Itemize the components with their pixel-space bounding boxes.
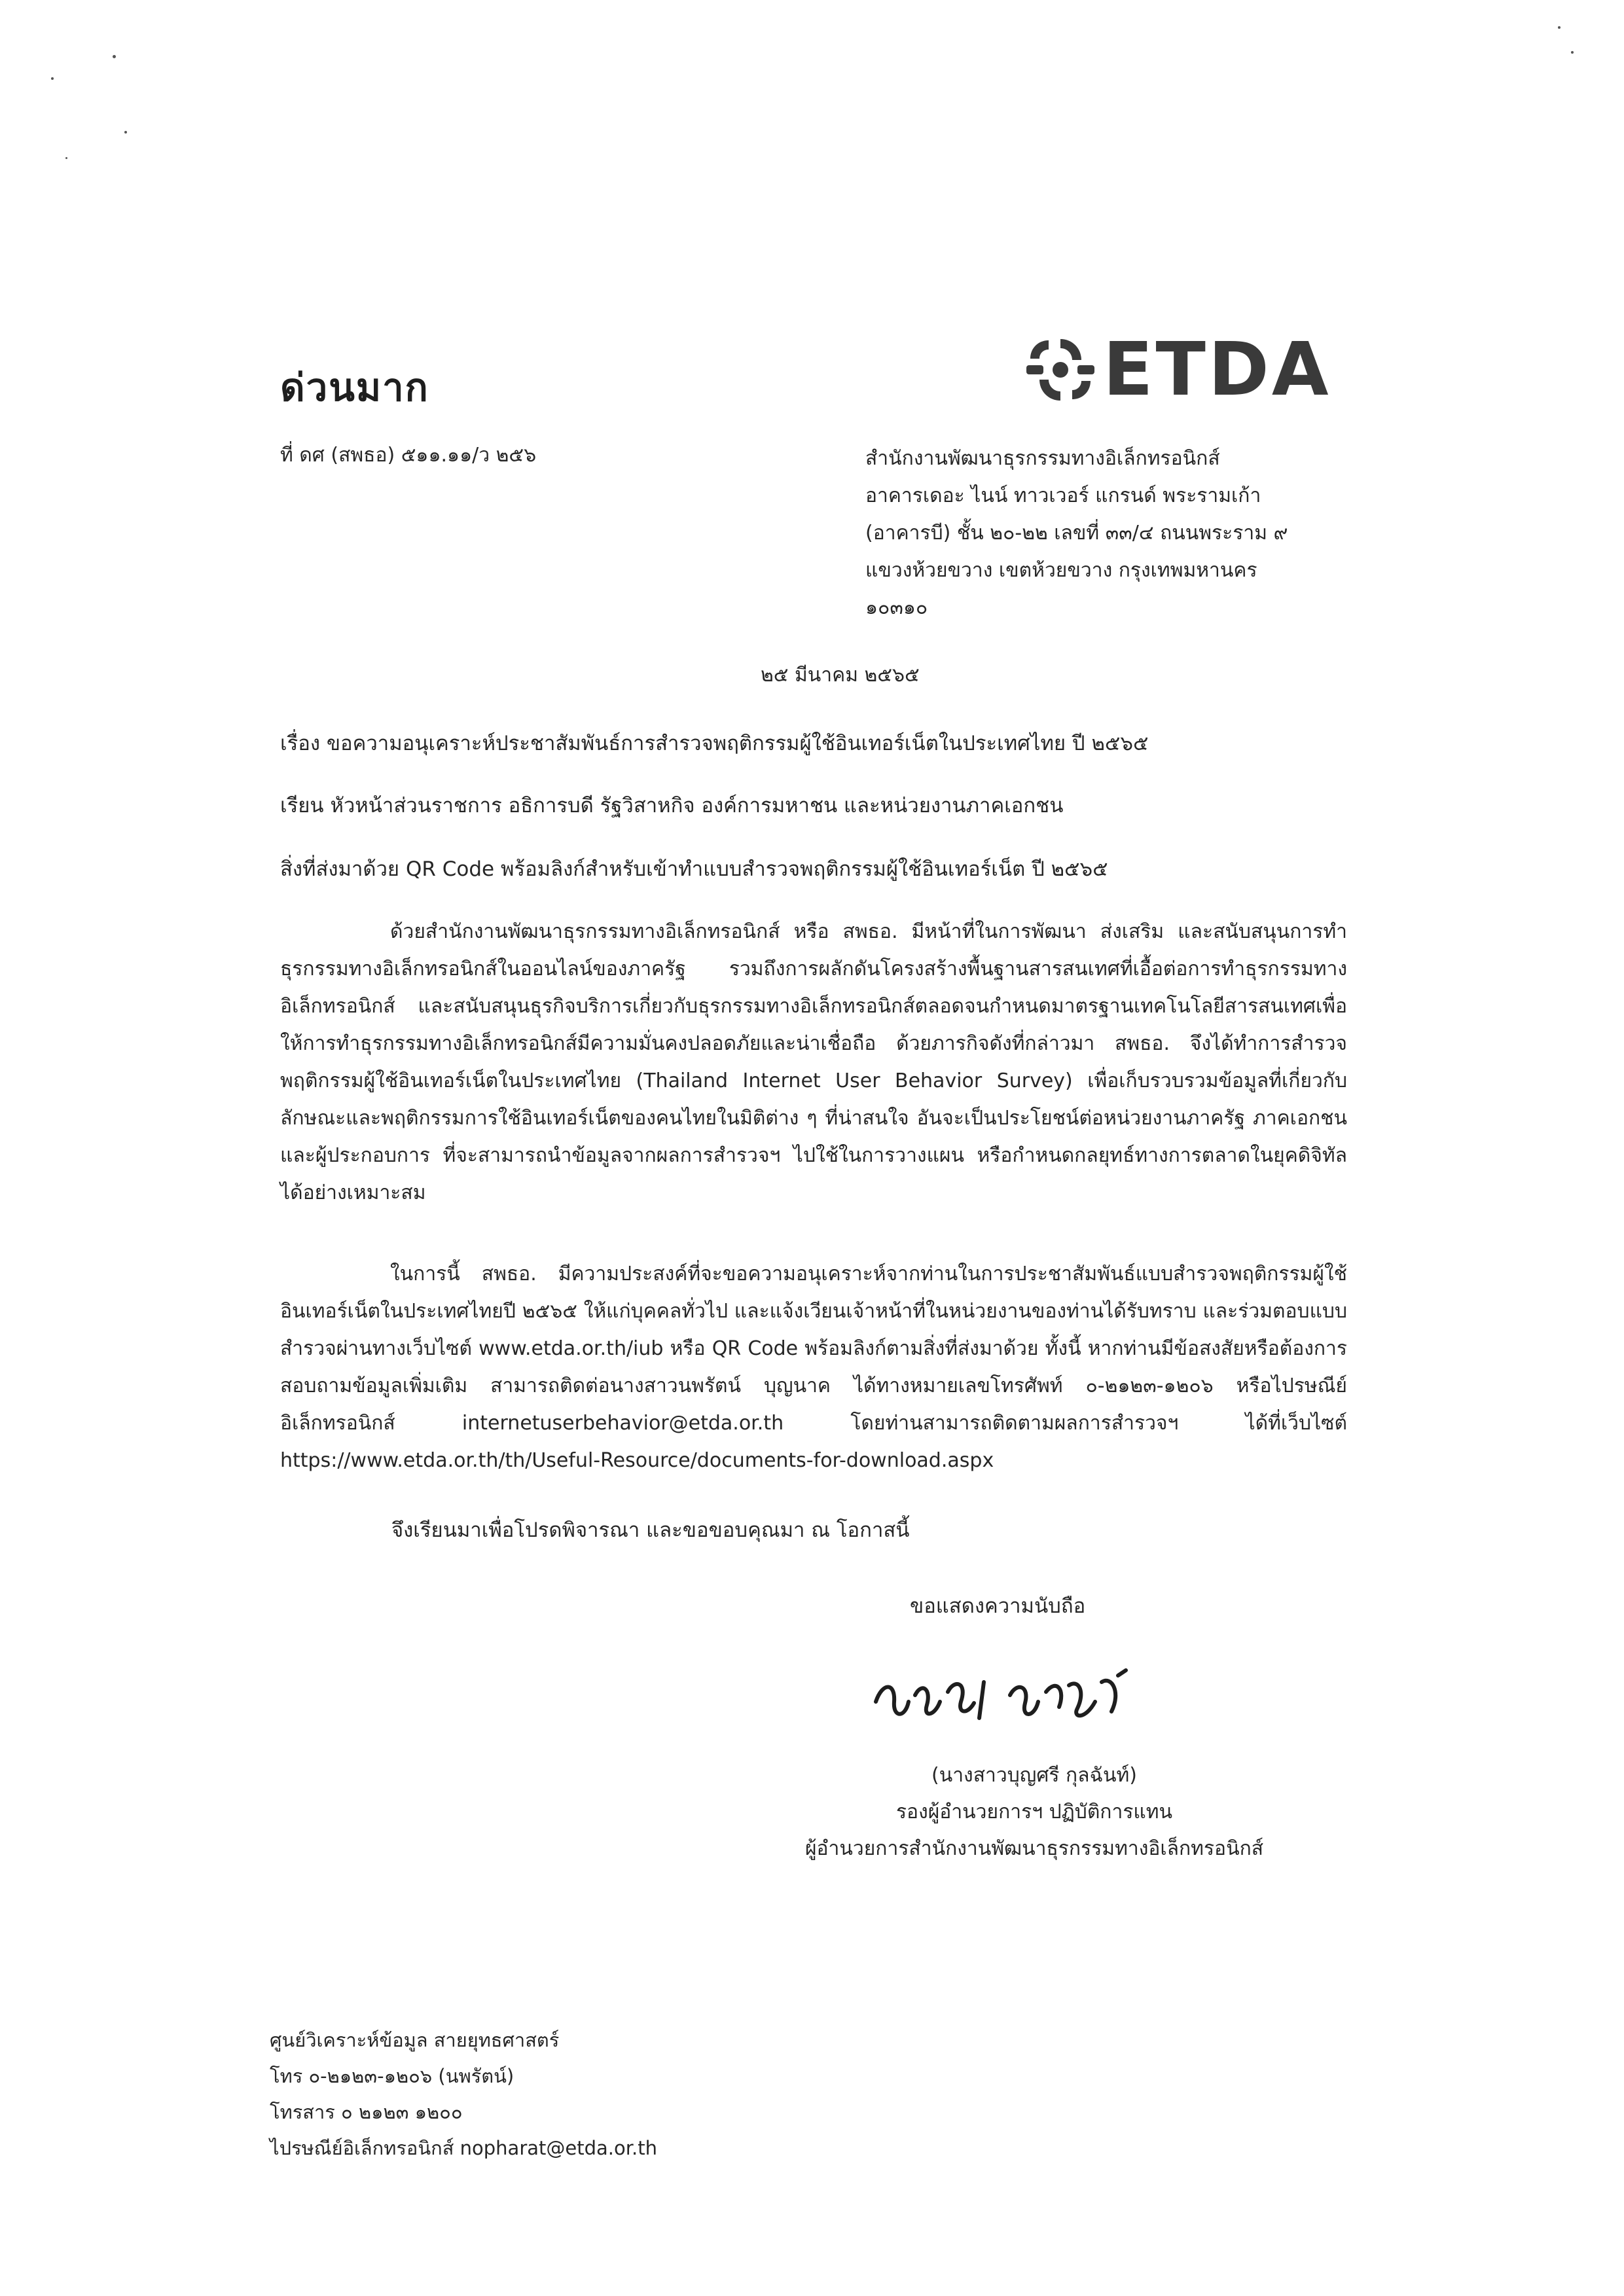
etda-logo-text: ETDA (1103, 327, 1331, 412)
body-paragraph-2: ในการนี้ สพธอ. มีความประสงค์ที่จะขอความอนุเคราะห์จากท่านในการประชาสัมพันธ์แบบสำรวจพฤติกรรมผู้ใช้อินเทอร์เน็ตในประเทศไทยปี ๒๕๖๕ ให้แก่บุคคลทั่วไป และแจ้งเวียนเจ้าหน้าที่ในหน่วยงานของท่านได้รับทราบ และร่วมตอบแบบสำรวจผ่านทางเว็บไซต์ www.etda.or.th/iub หรือ QR Code พร้อมลิงก์ตามสิ่งที่ส่งมาด้วย ทั้งนี้ หากท่านมีข้อสงสัยหรือต้องการสอบถามข้อมูลเพิ่มเติม สามารถติดต่อนางสาวนพรัตน์ บุญนาค ได้ทางหมายเลขโทรศัพท์ ๐-๒๑๒๓-๑๒๐๖ หรือไปรษณีย์อิเล็กทรอนิกส์ internetuserbehavior@etda.or.th โดยท่านสามารถติดตามผลการสำรวจฯ ได้ที่เว็บไซต์ https://www.etda.or.th/th/Useful-Resource/documents-for-download.aspx (280, 1263, 1347, 1472)
scan-speck (113, 55, 116, 58)
contact-department: ศูนย์วิเคราะห์ข้อมูล สายยุทธศาสตร์ (270, 2029, 560, 2051)
subject-line: เรื่อง ขอความอนุเคราะห์ประชาสัมพันธ์การสำรวจพฤติกรรมผู้ใช้อินเทอร์เน็ตในประเทศไทย ปี ๒๕๖๕ (280, 732, 1149, 755)
signatory-name: (นางสาวบุญศรี กุลฉันท์) (931, 1764, 1137, 1787)
recipient-line: เรียน หัวหน้าส่วนราชการ อธิการบดี รัฐวิสาหกิจ องค์การมหาชน และหน่วยงานภาคเอกชน (280, 794, 1064, 817)
letter-date: ๒๕ มีนาคม ๒๕๖๕ (761, 664, 920, 687)
scan-speck (1571, 51, 1574, 54)
urgency-label: ด่วนมาก (280, 365, 429, 410)
scan-speck (124, 131, 127, 134)
enclosure-line: สิ่งที่ส่งมาด้วย QR Code พร้อมลิงก์สำหรับเข้าทำแบบสำรวจพฤติกรรมผู้ใช้อินเทอร์เน็ต ปี ๒๕๖๕ (280, 857, 1108, 881)
signatory-position: ผู้อำนวยการสำนักงานพัฒนาธุรกรรมทางอิเล็กทรอนิกส์ (804, 1837, 1264, 1860)
address-line: อาคารเดอะ ไนน์ ทาวเวอร์ แกรนด์ พระรามเก้า (865, 484, 1261, 507)
contact-block (270, 2022, 657, 2166)
scan-speck (51, 77, 54, 80)
reference-number: ที่ ดศ (สพธอ) ๕๑๑.๑๑/ว ๒๕๖ (280, 444, 537, 467)
address-line: แขวงห้วยขวาง เขตห้วยขวาง กรุงเทพมหานคร (865, 559, 1257, 582)
closing-line: จึงเรียนมาเพื่อโปรดพิจารณา และขอขอบคุณมา ณ โอกาสนี้ (391, 1518, 910, 1542)
contact-phone: โทร ๐-๒๑๒๓-๑๒๐๖ (นพรัตน์) (270, 2065, 514, 2087)
signatory-block (746, 1757, 1322, 1867)
contact-fax: โทรสาร ๐ ๒๑๒๓ ๑๒๐๐ (270, 2101, 463, 2123)
handwritten-signature (869, 1656, 1144, 1734)
address-line: (อาคารบี) ชั้น ๒๐-๒๒ เลขที่ ๓๓/๔ ถนนพระราม ๙ (865, 522, 1288, 545)
address-line: สำนักงานพัฒนาธุรกรรมทางอิเล็กทรอนิกส์ (865, 447, 1220, 470)
body-paragraph-1: ด้วยสำนักงานพัฒนาธุรกรรมทางอิเล็กทรอนิกส์ หรือ สพธอ. มีหน้าที่ในการพัฒนา ส่งเสริม และสนับสนุนการทำธุรกรรมทางอิเล็กทรอนิกส์ในออนไลน์ของภาครัฐ รวมถึงการผลักดันโครงสร้างพื้นฐานสารสนเทศที่เอื้อต่อการทำธุรกรรมทางอิเล็กทรอนิกส์ และสนับสนุนธุรกิจบริการเกี่ยวกับธุรกรรมทางอิเล็กทรอนิกส์ตลอดจนกำหนดมาตรฐานเทคโนโลยีสารสนเทศเพื่อให้การทำธุรกรรมทางอิเล็กทรอนิกส์มีความมั่นคงปลอดภัยและน่าเชื่อถือ ด้วยภารกิจดังที่กล่าวมา สพธอ. จึงได้ทำการสำรวจพฤติกรรมผู้ใช้อินเทอร์เน็ตในประเทศไทย (Thailand Internet User Behavior Survey) เพื่อเก็บรวบรวมข้อมูลที่เกี่ยวกับลักษณะและพฤติกรรมการใช้อินเทอร์เน็ตของคนไทยในมิติต่าง ๆ ที่น่าสนใจ อันจะเป็นประโยชน์ต่อหน่วยงานภาครัฐ ภาคเอกชน และผู้ประกอบการ ที่จะสามารถนำข้อมูลจากผลการสำรวจฯ ไปใช้ในการวางแผน หรือกำหนดกลยุทธ์ทางการตลาดในยุคดิจิทัลได้อย่างเหมาะสม (280, 920, 1347, 1204)
sender-address (865, 440, 1337, 626)
contact-email: ไปรษณีย์อิเล็กทรอนิกส์ nopharat@etda.or.th (270, 2137, 657, 2159)
etda-logo-icon (1021, 332, 1100, 407)
regards-line: ขอแสดงความนับถือ (910, 1594, 1086, 1618)
scan-speck (65, 157, 67, 159)
etda-logo (1021, 327, 1335, 412)
address-postcode: ๑๐๓๑๐ (865, 596, 928, 619)
scan-speck (1558, 26, 1561, 29)
signatory-position: รองผู้อำนวยการฯ ปฏิบัติการแทน (895, 1801, 1173, 1823)
